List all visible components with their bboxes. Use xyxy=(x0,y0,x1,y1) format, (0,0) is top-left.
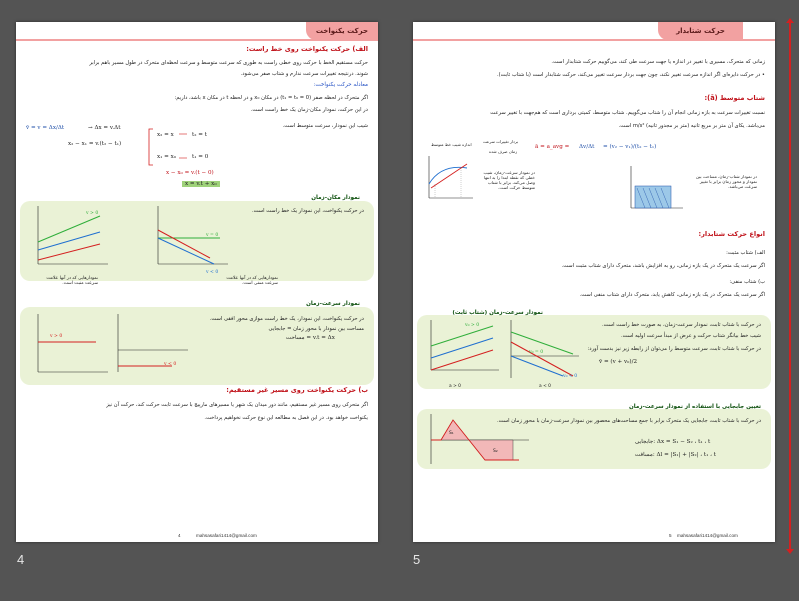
box-text: در حرکت با شتاب ثابت، سرعت متوسط را می‌توان از رابطه زیر نیز بدست آورد: xyxy=(587,346,761,352)
paragraph-line: یکنواخت خواهد بود. در این فصل به مطالعه این نوع حرکت نخواهیم پرداخت. xyxy=(204,415,368,421)
equation: جابجایی: Δx = S₁ − S₂ ، t₁ ، t xyxy=(635,439,711,445)
graph-label: v = 0 xyxy=(206,233,219,238)
paragraph-line: حرکت مستقیم الخط با حرکت روی خطی راست به طوری که سرعت متوسط و سرعت لحظه‌ای متحرک در طول مسیر باهم برابر xyxy=(89,60,368,66)
graph-note: در نمودار سرعت-زمان، شیب خطی که نقطه ابتدا را به انتها وصل می‌کند، برابر با شتاب متوسط حرکت است. xyxy=(483,170,535,190)
box-title: نمودار مکان-زمان xyxy=(311,195,360,201)
section-a-title: الف) حرکت یکنواخت روی خط راست: xyxy=(246,45,368,53)
velocity-time-graph-negative xyxy=(110,310,190,380)
box-title: نمودار سرعت-زمان (شتاب ثابت) xyxy=(452,310,543,316)
equation: Δv/Δt xyxy=(579,144,595,150)
paragraph-line: اگر متحرک در لحظه صفر (t₁ = t₀ = 0) در مکان x₀ و در لحظه t در مکان x باشد، داریم: xyxy=(174,95,368,101)
box-title: نمودار سرعت-زمان xyxy=(306,301,360,307)
footer-page-number: 4 xyxy=(178,533,181,538)
graph-note: در نمودار شتاب-زمان، مساحت بین نمودار و محور زمان برابر با تغییر سرعت می‌باشد. xyxy=(695,174,757,189)
annotation: اندازه شیب خط متوسط xyxy=(431,142,472,147)
accel-title: شتاب متوسط (ā): xyxy=(704,94,765,102)
displacement-area-graph xyxy=(423,412,533,468)
equation: → Δx = v.Δt xyxy=(88,125,121,131)
svg-text:S₂: S₂ xyxy=(493,449,498,454)
graph-caption: نمودارهایی که در آنها علامت سرعت مثبت است. xyxy=(46,276,98,286)
graph-label: v > 0 xyxy=(50,334,63,339)
equation: t₁ = 0 xyxy=(192,154,209,160)
paragraph-line: • در حرکت دایره‌ای اگر اندازه سرعت تغییر نکند، چون جهت بردار سرعت تغییر می‌کند، حرکت شتابدار است (با شتاب ثابت). xyxy=(496,72,765,78)
box-text: در حرکت با شتاب ثابت، نمودار سرعت-زمان، به صورت خط راست است. xyxy=(602,322,761,328)
type-label: ب) شتاب منفی: xyxy=(729,279,765,285)
equation: x₂ − x₁ = v.(t₂ − t₁) xyxy=(68,141,122,147)
vertical-scrollbar[interactable] xyxy=(789,22,791,550)
page-number-right: 5 xyxy=(413,552,421,567)
acceleration-time-graph xyxy=(623,164,687,214)
equation: x₂ = x xyxy=(157,132,174,138)
svg-text:S₁: S₁ xyxy=(449,431,454,436)
equation: = (v₂ − v₁)/(t₂ − t₁) xyxy=(603,144,657,150)
section-b-title: ب) حرکت یکنواخت روی مسیر غیر مستقیم: xyxy=(226,386,368,394)
graph-label: v₀ < 0 xyxy=(563,374,578,379)
paragraph-line: اگر سرعت یک متحرک در یک بازه زمانی، رو به افزایش باشد، متحرک دارای شتاب مثبت است. xyxy=(561,263,765,269)
velocity-time-slope-graph xyxy=(421,154,475,204)
annotation: بردار تغییرات سرعت xyxy=(483,139,519,144)
paragraph-line: در این حرکت، نمودار مکان-زمان یک خط راست است. xyxy=(250,107,368,113)
document-page-right xyxy=(413,22,775,542)
graph-label: v > 0 xyxy=(86,211,99,216)
paragraph-line: زمانی که متحرک، مسیری با تغییر در اندازه یا جهت سرعت طی کند، می‌گوییم حرکت شتابدار است. xyxy=(551,59,765,65)
box-title: تعیین جابجایی با استفاده از نمودار سرعت-زمان xyxy=(629,404,761,410)
equation-title: معادله حرکت یکنواخت: xyxy=(313,82,368,88)
page-tab-title: حرکت شتابدار xyxy=(658,22,743,40)
box-text: در حرکت با شتاب ثابت، جابجایی یک متحرک برابر با جمع مساحت‌های محصور بین نمودار سرعت-زمان با محور زمان است. xyxy=(497,418,761,424)
velocity-time-graph-accel-positive xyxy=(423,318,503,384)
footer-page-number: 5 xyxy=(669,533,672,538)
box-text: در حرکت یکنواخت، این نمودار یک خط راست است. xyxy=(252,208,364,214)
equation: x − x₀ = v.(t − 0) xyxy=(166,170,214,176)
page-tab-title: حرکت یکنواخت xyxy=(306,22,378,40)
equation: x₁ = x₀ xyxy=(157,154,177,160)
graph-caption: a < 0 xyxy=(539,384,551,389)
position-time-graph-negative xyxy=(150,204,230,274)
graph-label: v < 0 xyxy=(206,270,219,275)
footer-email: mahsasafari1414@gmail.com xyxy=(677,533,738,538)
box-text: در حرکت یکنواخت، این نمودار، یک خط راست موازی محور افقی است. xyxy=(209,316,364,322)
paragraph-line: شوند. درنتیجه تغییرات سرعت ندارم و شتاب صفر می‌شود. xyxy=(240,71,368,77)
box-text: مساحت بین نمودار با محور زمان = جابجایی xyxy=(268,326,364,332)
graph-label: v₀ > 0 xyxy=(465,323,480,328)
paragraph-line: نسبت تغییرات سرعت به بازه زمانی انجام آن را شتاب می‌گوییم. شتاب متوسط، کمیتی برداری است که هم‌جهت با تغییر سرعت xyxy=(490,110,765,116)
graph-caption: a > 0 xyxy=(449,384,461,389)
paragraph-line: اگر متحرکی روی مسیر غیر مستقیم، مانند دور میدان یک شهر یا مسیرهای مارپیچ با سرعت ثابت حرکت کند، حرکت آن نیز xyxy=(106,402,368,408)
graph-caption: نمودارهایی که در آنها علامت سرعت منفی است. xyxy=(226,276,278,286)
equation: مسافت: Δl = |S₁| + |S₂| ، t₁ ، t xyxy=(635,452,716,458)
type-label: الف) شتاب مثبت: xyxy=(726,250,765,256)
highlighted-equation: x = v.t + x₀ xyxy=(182,181,220,187)
box-text: شیب خط بیانگر شتاب حرکت و عرض از مبدأ سرعت اولیه است. xyxy=(620,333,761,339)
equation: v̄ = (v + v₀)/2 xyxy=(599,359,638,365)
page-number-left: 4 xyxy=(17,552,25,567)
equation: ā = a_avg = xyxy=(535,144,570,150)
paragraph-line: می‌باشد. یکای آن متر بر مربع ثانیه (متر بر مجذور ثانیه) m/s² است. xyxy=(618,123,765,129)
graph-label: v < 0 xyxy=(164,362,177,367)
footer-email: mahsasafari1414@gmail.com xyxy=(196,533,257,538)
equation: مساحت = v.t = Δx xyxy=(286,335,335,341)
equation: v̄ = v = Δx/Δt xyxy=(26,125,65,131)
paragraph-line: اگر سرعت یک متحرک در یک بازه زمانی، کاهش یابد، متحرک دارای شتاب منفی است. xyxy=(579,292,765,298)
graph-label: v₀ = 0 xyxy=(529,350,544,355)
equation: t₂ = t xyxy=(192,132,207,138)
paragraph-line: شیب این نمودار، سرعت متوسط است. xyxy=(282,123,368,129)
document-page-left xyxy=(16,22,378,542)
annotation: زمان صرف شده xyxy=(489,149,518,154)
types-title: انواع حرکت شتابدار: xyxy=(698,230,765,238)
velocity-time-graph-positive xyxy=(30,310,110,380)
